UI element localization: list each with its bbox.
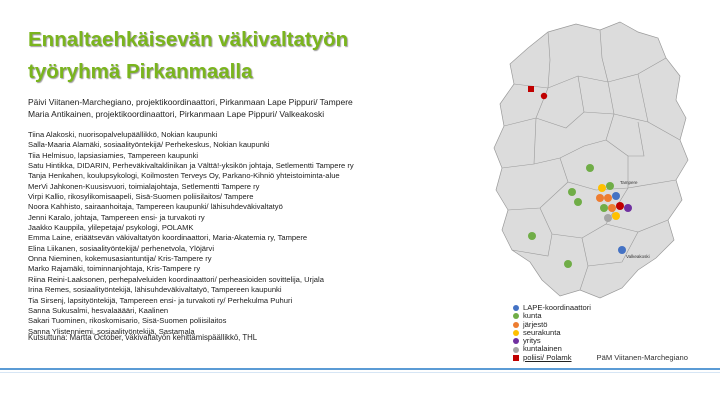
- member-line: Tiina Alakoski, nuorisopalvelupäällikkö, Nokian kaupunki: [28, 130, 218, 139]
- marker-ylojarvi: [586, 164, 594, 172]
- member-line: Jaakko Kauppila, ylilepetaja/ psykologi, POLAMK: [28, 223, 194, 233]
- map-label-valkeakoski: Valkeakoski: [626, 254, 650, 259]
- map-outline: [494, 22, 688, 298]
- legend-label: kuntalainen: [523, 344, 562, 354]
- marker-tampere-8: [616, 202, 624, 210]
- member-line: Tia Sirsenj, lapsityöntekijä, Tampereen ensi- ja turvakoti ry/ Perhekulma Puhuri: [28, 295, 293, 305]
- members-list: [28, 130, 368, 337]
- member-line: Jenni Karalo, johtaja, Tampereen ensi- ja turvakoti ry: [28, 212, 205, 222]
- map-regions: [494, 22, 688, 298]
- title-line-2: työryhmä Pirkanmaalla: [28, 60, 253, 83]
- member-line: MerVi Jahkonen-Kuusisvuori, toimialajohtaja, Setlementti Tampere ry: [28, 181, 260, 191]
- marker-tampere-1: [598, 184, 606, 192]
- marker-kangasala: [624, 204, 632, 212]
- legend-label: LAPE-koordinaattori: [523, 303, 591, 312]
- legend-swatch: [513, 322, 519, 328]
- legend-swatch: [513, 313, 519, 319]
- member-line: Riina Reini-Laaksonen, perhepalveluiden koordinaattori/ perheasioiden sovittelija, Urjala: [28, 274, 324, 284]
- member-line: Elina Liikanen, sosiaalityöntekijä/ perhenetvola, Ylöjärvi: [28, 243, 215, 253]
- member-line: Sakari Tuominen, rikoskomisario, Sisä-Suomen poliisilaitos: [28, 316, 227, 326]
- marker-valkeakoski: [618, 246, 626, 254]
- marker-tampere-5: [612, 192, 620, 200]
- pirkanmaa-map: [488, 18, 698, 306]
- invited-note: Kutsuttuna: Martta October, väkivaltatyön kehittämispäällikkö, THL: [28, 333, 258, 342]
- legend-swatch: [513, 338, 519, 344]
- marker-tampere-3: [596, 194, 604, 202]
- marker-tampere-10: [612, 212, 620, 220]
- footer-author: PäM Viitanen-Marchegiano: [596, 353, 688, 362]
- marker-parkano-kihnio: [528, 86, 534, 92]
- map-legend: [513, 304, 591, 362]
- marker-northwest: [541, 93, 547, 99]
- member-line: Virpi Kallio, rikosylikomisaapeli, Sisä-Suomen poliisilaitos/ Tampere: [28, 192, 254, 202]
- member-line: Irina Remes, sosiaalityöntekijä, lähisuhdeväkivaltatyö, Tampereen kaupunki: [28, 285, 282, 295]
- bottom-divider: [0, 368, 720, 370]
- member-line: Salla-Maaria Alamäki, sosiaalityöntekijä/ Perhekeskus, Nokian kaupunki: [28, 140, 270, 150]
- member-line: Emma Laine, eriäätsevän väkivaltatyön koordinaattori, Maria-Akatemia ry, Tampere: [28, 233, 308, 243]
- map-label-tampere: Tampere: [620, 180, 638, 185]
- member-line: Tiia Helmisuo, lapsiasiamies, Tampereen kaupunki: [28, 150, 199, 160]
- legend-label: kunta: [523, 311, 542, 321]
- authors-block: [28, 96, 358, 120]
- legend-swatch: [513, 347, 519, 353]
- marker-nokia-2: [574, 198, 582, 206]
- member-line: Marko Rajamäki, toiminnanjohtaja, Kris-Tampere ry: [28, 264, 201, 274]
- legend-label: yritys: [523, 336, 541, 346]
- marker-urjala: [564, 260, 572, 268]
- member-line: Satu Hintikka, DIDARIN, Perheväkivaltaklinikan ja Välttä!-yksikön johtaja, Setlementti Tampere ry: [28, 161, 354, 171]
- legend-label: järjestö: [523, 319, 548, 329]
- marker-tampere-6: [600, 204, 608, 212]
- legend-swatch: [513, 330, 519, 336]
- member-line: Sanna Sukusalmi, hesvalaäääri, Kaalinen: [28, 305, 169, 315]
- member-line: Tanja Henkahen, koulupsykologi, Koilmosten Terveys Oy, Parkano-Kihniö yhteistoiminta-alue: [28, 171, 340, 181]
- marker-tampere-2: [606, 182, 614, 190]
- member-line: Noora Kahhisto, sairaanhoitaja, Tampereen kaupunki/ lähisuhdeväkivaltatyö: [28, 202, 283, 212]
- marker-nokia-1: [568, 188, 576, 196]
- member-line: Sanna Ylistenniemi, sosiaalityöntekijä, Sastamala: [28, 326, 195, 336]
- legend-swatch: [513, 355, 519, 361]
- title-line-1: Ennaltaehkäisevän väkivaltatyön: [28, 28, 349, 51]
- legend-label: seurakunta: [523, 327, 561, 337]
- member-line: Onna Nieminen, kokemusasiantuntija/ Kris-Tampere ry: [28, 254, 212, 264]
- bottom-divider-thin: [0, 372, 720, 373]
- marker-sastamala: [528, 232, 536, 240]
- marker-tampere-7: [608, 204, 616, 212]
- author-line: Maria Antikainen, projektikoordinaattori, Pirkanmaan Lape Pippuri/ Valkeakoski: [28, 109, 325, 119]
- marker-tampere-9: [604, 214, 612, 222]
- legend-swatch: [513, 305, 519, 311]
- slide-title: [28, 24, 448, 88]
- marker-tampere-4: [604, 194, 612, 202]
- legend-label: poliisi/ Polamk: [523, 352, 572, 362]
- legend-item: [513, 354, 591, 362]
- author-line: Päivi Viitanen-Marchegiano, projektikoordinaattori, Pirkanmaan Lape Pippuri/ Tampere: [28, 97, 353, 107]
